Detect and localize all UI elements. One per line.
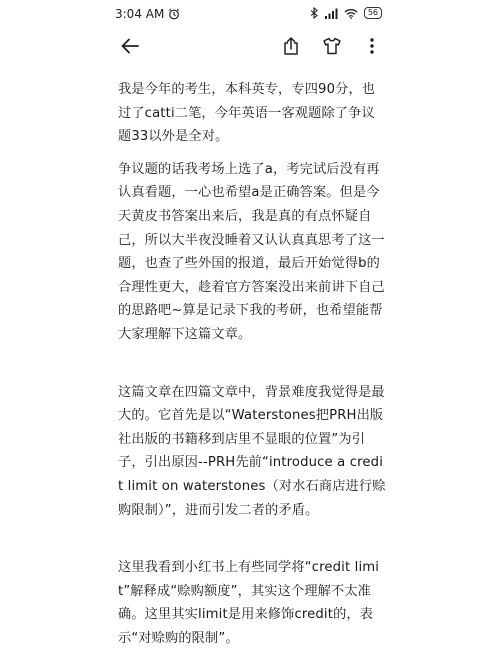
signal-icon <box>325 8 338 19</box>
article-content <box>118 78 386 659</box>
status-bar <box>0 0 500 28</box>
article-paragraph: 争议题的话我考场上选了a，考完试后没有再认真看题，一心也希望a是正确答案。但是今天黄皮书答案出来后，我是真的有点怀疑自己，所以大半夜没睡着又认认真真思考了这一题，也查了些外国的报道，最后开始觉得b的合理性更大，趁着官方答案没出来前讲下自己的思路吧~算是记录下我的考研，也希望能帮大家理解下这篇文章。 <box>118 161 385 342</box>
share-icon[interactable] <box>277 32 305 60</box>
article-paragraph: 这篇文章在四篇文章中，背景难度我觉得是最大的。它首先是以“Waterstones把PRH出版社出版的书籍移到店里不显眼的位置”为引子，引出原因--PRH先前“introduce a credit limit on waterstones（对水石商店进行赊购限制）”，进而引发二者的矛盾。 <box>118 384 386 518</box>
more-vertical-icon[interactable] <box>358 32 386 60</box>
alarm-icon <box>168 8 180 20</box>
toolbar <box>0 28 500 64</box>
bluetooth-icon <box>310 7 319 19</box>
status-time: 3:04 AM <box>115 7 165 21</box>
wifi-icon <box>344 8 358 19</box>
article-paragraph: 我是今年的考生，本科英专，专四90分，也过了catti二笔，今年英语一客观题除了争议题33以外是全对。 <box>118 82 376 145</box>
back-arrow-icon[interactable] <box>116 32 144 60</box>
article-paragraph: 这里我看到小红书上有些同学将“credit limit”解释成“赊购额度”，其实这个理解不太准确。这里其实limit是用来修饰credit的，表示“对赊购的限制”。 <box>118 560 380 646</box>
shirt-icon[interactable] <box>318 32 346 60</box>
battery-indicator: 56 <box>364 7 382 19</box>
